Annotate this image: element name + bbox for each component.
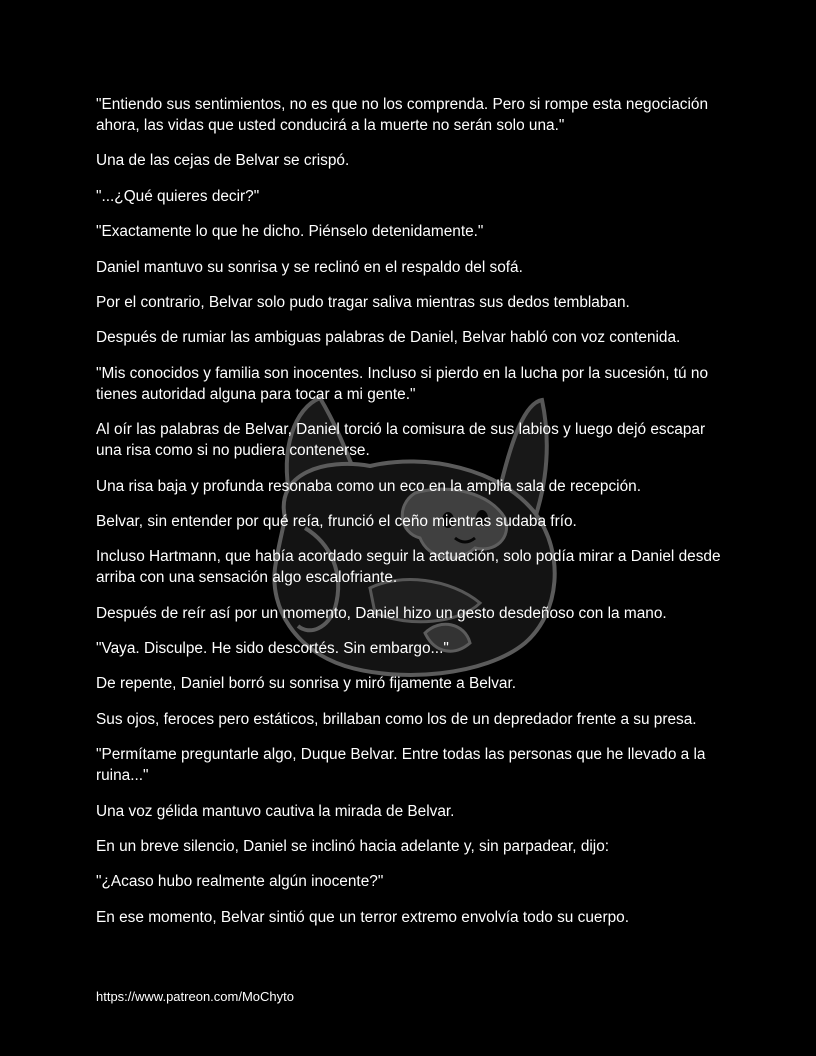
- paragraph: De repente, Daniel borró su sonrisa y miró fijamente a Belvar.: [96, 675, 517, 693]
- paragraph: Después de rumiar las ambiguas palabras de Daniel, Belvar habló con voz contenida.: [96, 329, 681, 347]
- paragraph: "Vaya. Disculpe. He sido descortés. Sin embargo...": [96, 640, 449, 658]
- paragraph: "Mis conocidos y familia son inocentes. Incluso si pierdo en la lucha por la sucesión, tú no tienes autoridad alguna para tocar a mi gente.": [96, 364, 709, 403]
- paragraph: Después de reír así por un momento, Daniel hizo un gesto desdeñoso con la mano.: [96, 604, 667, 622]
- paragraph: Sus ojos, feroces pero estáticos, brillaban como los de un depredador frente a su presa.: [96, 710, 697, 728]
- paragraph: Una risa baja y profunda resonaba como un eco en la amplia sala de recepción.: [96, 477, 641, 495]
- paragraph: "Permítame preguntarle algo, Duque Belvar. Entre todas las personas que he llevado a la ruina...": [96, 746, 706, 785]
- paragraph: Al oír las palabras de Belvar, Daniel torció la comisura de sus labios y luego dejó escapar una risa como si no pudiera contenerse.: [96, 421, 706, 460]
- paragraph: "...¿Qué quieres decir?": [96, 187, 260, 205]
- paragraph: Una voz gélida mantuvo cautiva la mirada de Belvar.: [96, 802, 455, 820]
- paragraph: En un breve silencio, Daniel se inclinó hacia adelante y, sin parpadear, dijo:: [96, 838, 610, 856]
- paragraph: "¿Acaso hubo realmente algún inocente?": [96, 873, 384, 891]
- paragraph: "Exactamente lo que he dicho. Piénselo detenidamente.": [96, 223, 484, 241]
- patreon-link[interactable]: https://www.patreon.com/MoChyto: [96, 989, 294, 1004]
- paragraph: Incluso Hartmann, que había acordado seguir la actuación, solo podía mirar a Daniel desde arriba con una sensación algo escalofriante.: [96, 548, 721, 587]
- paragraph: En ese momento, Belvar sintió que un terror extremo envolvía todo su cuerpo.: [96, 908, 629, 926]
- paragraph: Belvar, sin entender por qué reía, frunció el ceño mientras sudaba frío.: [96, 512, 577, 530]
- paragraph: "Entiendo sus sentimientos, no es que no los comprenda. Pero si rompe esta negociación ahora, las vidas que usted conducirá a la muerte no serán solo una.": [96, 96, 709, 134]
- paragraph: Por el contrario, Belvar solo pudo tragar saliva mientras sus dedos temblaban.: [96, 293, 630, 311]
- paragraph: Daniel mantuvo su sonrisa y se reclinó en el respaldo del sofá.: [96, 258, 523, 276]
- paragraph: Una de las cejas de Belvar se crispó.: [96, 152, 350, 170]
- document-body: [96, 94, 724, 942]
